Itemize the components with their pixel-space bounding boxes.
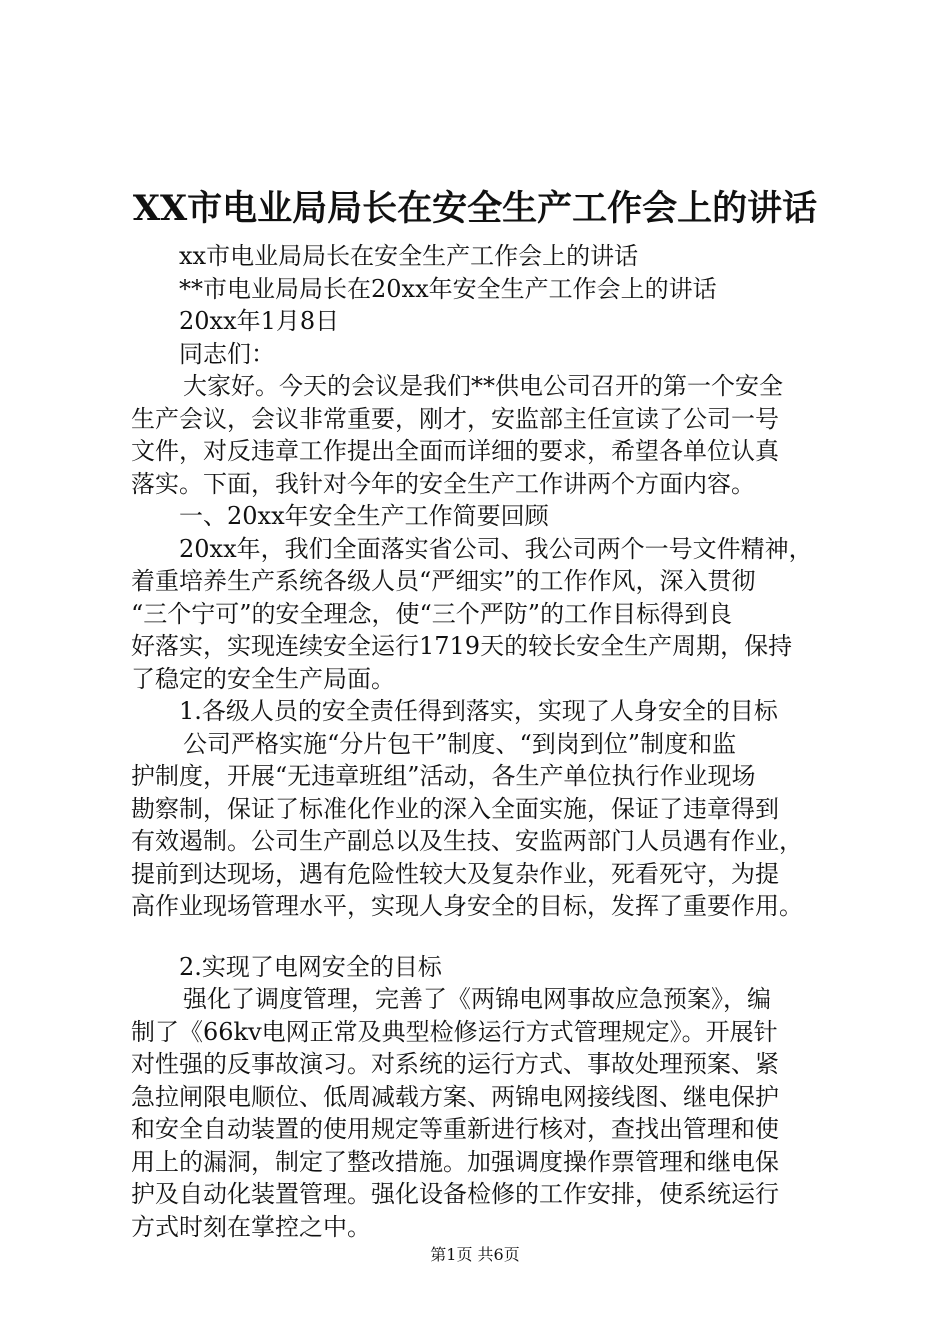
paragraph-line: 高作业现场管理水平，实现人身安全的目标，发挥了重要作用。 xyxy=(131,892,803,920)
document-title: XX市电业局局长在安全生产工作会上的讲话 xyxy=(132,188,818,229)
paragraph-line: 落实。下面，我针对今年的安全生产工作讲两个方面内容。 xyxy=(131,469,755,498)
paragraph-line: 了稳定的安全生产局面。 xyxy=(131,664,395,693)
paragraph-line: 强化了调度管理，完善了《两锦电网事故应急预案》，编 xyxy=(183,985,771,1013)
paragraph-line: 方式时刻在掌控之中。 xyxy=(131,1212,371,1241)
paragraph-line: 制了《66kv电网正常及典型检修运行方式管理规定》。开展针 xyxy=(131,1017,778,1046)
subtitle-line: **市电业局局长在20xx年安全生产工作会上的讲话 xyxy=(179,274,717,303)
date-line: 20xx年1月8日 xyxy=(179,307,340,335)
paragraph-line: 文件，对反违章工作提出全面而详细的要求，希望各单位认真 xyxy=(131,437,779,465)
paragraph-line: 和安全自动装置的使用规定等重新进行核对，查找出管理和使 xyxy=(131,1115,779,1143)
paragraph-line: 有效遏制。公司生产副总以及生技、安监两部门人员遇有作业， xyxy=(131,827,803,855)
paragraph-line: 生产会议，会议非常重要，刚才，安监部主任宣读了公司一号 xyxy=(131,404,779,433)
subsection-heading: 1.各级人员的安全责任得到落实，实现了人身安全的目标 xyxy=(179,697,778,725)
section-heading: 一、20xx年安全生产工作简要回顾 xyxy=(179,502,549,530)
subtitle-line: xx市电业局局长在安全生产工作会上的讲话 xyxy=(179,242,639,270)
paragraph-line: 20xx年，我们全面落实省公司、我公司两个一号文件精神， xyxy=(179,534,813,563)
paragraph-line: 提前到达现场，遇有危险性较大及复杂作业，死看死守，为提 xyxy=(131,859,779,888)
paragraph-line: 急拉闸限电顺位、低周减载方案、两锦电网接线图、继电保护 xyxy=(131,1082,779,1111)
paragraph-line: 好落实，实现连续安全运行1719天的较长安全生产周期，保持 xyxy=(131,632,793,660)
subsection-heading: 2.实现了电网安全的目标 xyxy=(179,952,442,981)
paragraph-line: 用上的漏洞，制定了整改措施。加强调度操作票管理和继电保 xyxy=(131,1147,779,1176)
salutation-line: 同志们： xyxy=(179,339,275,368)
page-footer: 第1页 共6页 xyxy=(430,1245,520,1264)
paragraph-line: 对性强的反事故演习。对系统的运行方式、事故处理预案、紧 xyxy=(131,1050,779,1078)
document-body xyxy=(131,240,853,1243)
paragraph-line: 护及自动化装置管理。强化设备检修的工作安排，使系统运行 xyxy=(131,1180,779,1208)
paragraph-gap xyxy=(131,923,853,951)
paragraph-line: “三个宁可”的安全理念，使“三个严防”的工作目标得到良 xyxy=(131,599,733,628)
paragraph-line: 护制度，开展“无违章班组”活动，各生产单位执行作业现场 xyxy=(131,762,756,790)
paragraph-line: 着重培养生产系统各级人员“严细实”的工作作风，深入贯彻 xyxy=(131,567,756,595)
paragraph-line: 大家好。今天的会议是我们**供电公司召开的第一个安全 xyxy=(183,372,783,400)
paragraph-line: 勘察制，保证了标准化作业的深入全面实施，保证了违章得到 xyxy=(131,794,779,823)
paragraph-line: 公司严格实施“分片包干”制度、“到岗到位”制度和监 xyxy=(183,729,737,758)
